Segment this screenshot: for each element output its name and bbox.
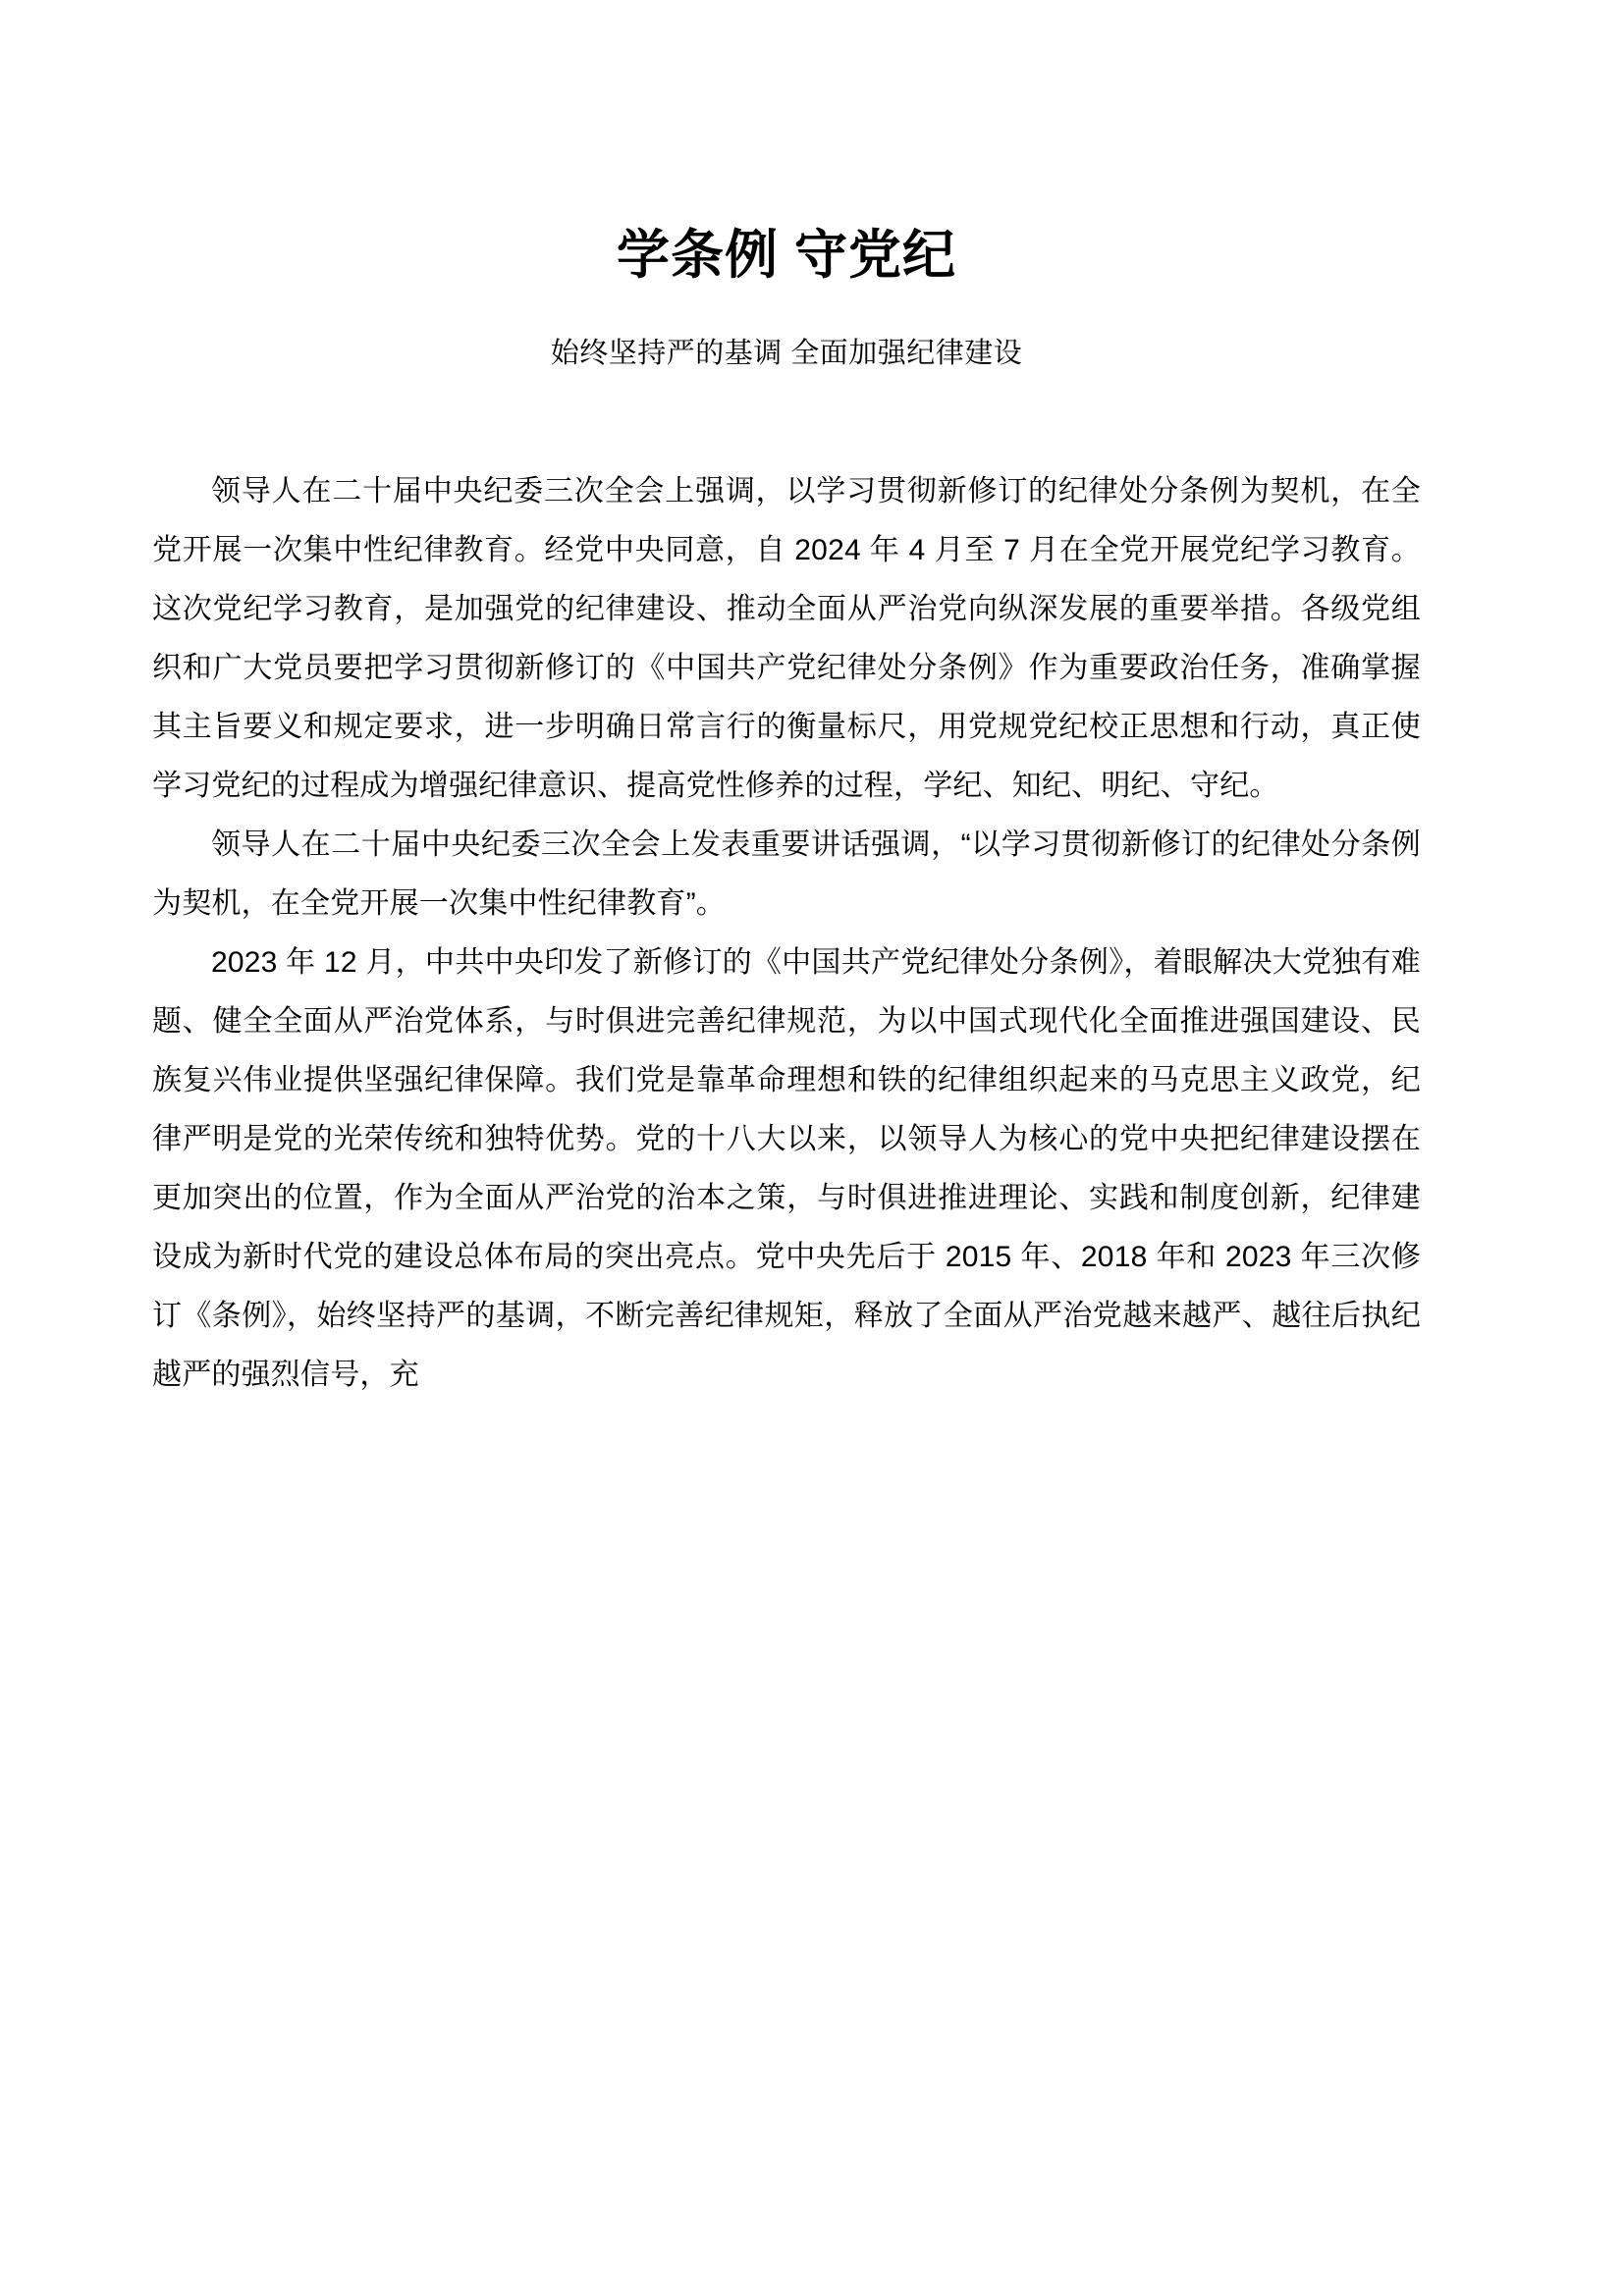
page-subtitle: 始终坚持严的基调 全面加强纪律建设 — [550, 338, 1023, 370]
paragraph: 领导人在二十届中央纪委三次全会上强调，以学习贯彻新修订的纪律处分条例为契机，在全党开展一次集中性纪律教育。经党中央同意，自 2024 年 4 月至 7 月在全党开展党纪学习教育。这次党纪学习教育，是加强党的纪律建设、推动全面从严治党向纵深发展的重要举措。各级党组织和广大党员要把学习贯彻新修订的《中国共产党纪律处分条例》作为重要政治任务，准确掌握其主旨要义和规定要求，进一步明确日常言行的衡量标尺，用党规党纪校正思想和行动，真正使学习党纪的过程成为增强纪律意识、提高党性修养的过程，学纪、知纪、明纪、守纪。 — [152, 474, 1421, 802]
page-title: 学条例 守党纪 — [616, 226, 956, 285]
paragraph: 2023 年 12 月，中共中央印发了新修订的《中国共产党纪律处分条例》，着眼解决大党独有难题、健全全面从严治党体系，与时俱进完善纪律规范，为以中国式现代化全面推进强国建设、民族复兴伟业提供坚强纪律保障。我们党是靠革命理想和铁的纪律组织起来的马克思主义政党，纪律严明是党的光荣传统和独特优势。党的十八大以来，以领导人为核心的党中央把纪律建设摆在更加突出的位置，作为全面从严治党的治本之策，与时俱进推进理论、实践和制度创新，纪律建设成为新时代党的建设总体布局的突出亮点。党中央先后于 2015 年、2018 年和 2023 年三次修订《条例》，始终坚持严的基调，不断完善纪律规矩，释放了全面从严治党越来越严、越往后执纪越严的强烈信号，充 — [152, 945, 1421, 1391]
document-content — [152, 0, 1421, 1405]
paragraph: 领导人在二十届中央纪委三次全会上发表重要讲话强调，“以学习贯彻新修订的纪律处分条例为契机，在全党开展一次集中性纪律教育”。 — [152, 828, 1421, 920]
document-body — [152, 374, 1421, 1405]
